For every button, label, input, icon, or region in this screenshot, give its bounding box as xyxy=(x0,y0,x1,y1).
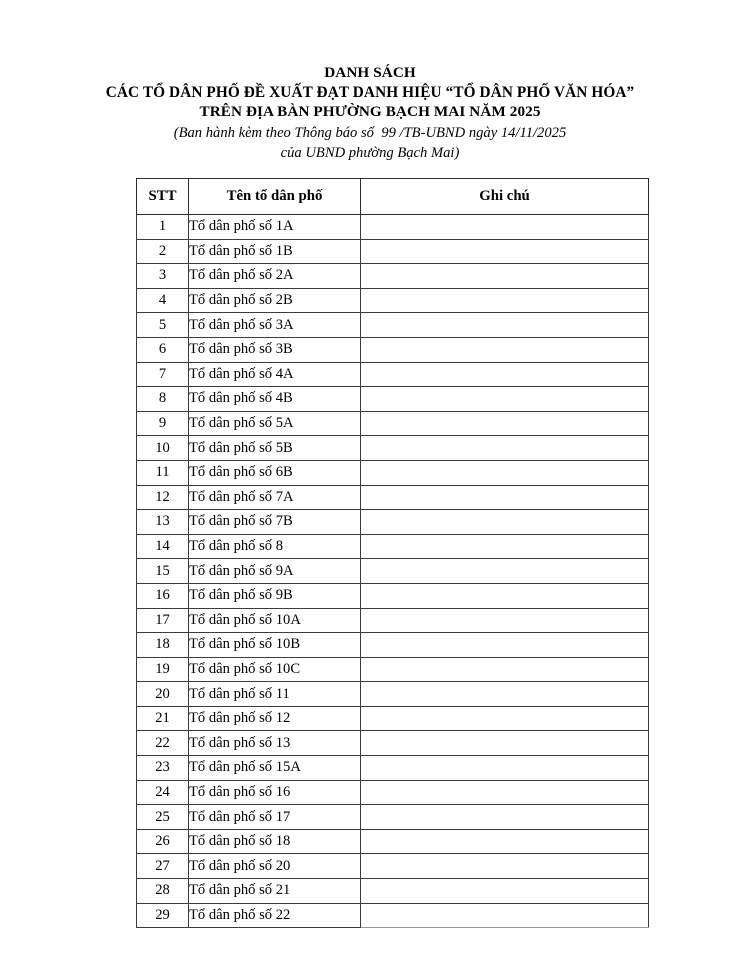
cell-name: Tổ dân phố số 12 xyxy=(189,706,361,731)
document-subtitle xyxy=(0,123,740,163)
table-row xyxy=(137,436,649,461)
table-row xyxy=(137,583,649,608)
cell-name: Tổ dân phố số 2B xyxy=(189,288,361,313)
table-row xyxy=(137,805,649,830)
cell-name: Tổ dân phố số 22 xyxy=(189,903,361,928)
table-row xyxy=(137,756,649,781)
cell-name: Tổ dân phố số 15A xyxy=(189,756,361,781)
table-header-row xyxy=(137,179,649,215)
table-row xyxy=(137,879,649,904)
table-row xyxy=(137,534,649,559)
table-row xyxy=(137,829,649,854)
cell-name: Tổ dân phố số 18 xyxy=(189,829,361,854)
cell-note xyxy=(361,362,649,387)
cell-stt: 10 xyxy=(137,436,189,461)
table-row xyxy=(137,264,649,289)
cell-stt: 2 xyxy=(137,239,189,264)
cell-name: Tổ dân phố số 17 xyxy=(189,805,361,830)
table-row xyxy=(137,362,649,387)
cell-name: Tổ dân phố số 10B xyxy=(189,633,361,658)
cell-note xyxy=(361,239,649,264)
table-row xyxy=(137,411,649,436)
cell-note xyxy=(361,559,649,584)
cell-name: Tổ dân phố số 21 xyxy=(189,879,361,904)
cell-note xyxy=(361,854,649,879)
cell-note xyxy=(361,879,649,904)
cell-stt: 8 xyxy=(137,387,189,412)
cell-name: Tổ dân phố số 16 xyxy=(189,780,361,805)
table-row xyxy=(137,337,649,362)
cell-name: Tổ dân phố số 3A xyxy=(189,313,361,338)
cell-name: Tổ dân phố số 6B xyxy=(189,460,361,485)
cell-name: Tổ dân phố số 2A xyxy=(189,264,361,289)
cell-name: Tổ dân phố số 9A xyxy=(189,559,361,584)
table-row xyxy=(137,239,649,264)
table-row xyxy=(137,608,649,633)
cell-note xyxy=(361,264,649,289)
cell-note xyxy=(361,633,649,658)
table-row xyxy=(137,215,649,240)
document-title-line-2: CÁC TỔ DÂN PHỐ ĐỀ XUẤT ĐẠT DANH HIỆU “TỔ DÂN PHỐ VĂN HÓA” xyxy=(105,83,635,101)
table-row xyxy=(137,706,649,731)
cell-note xyxy=(361,387,649,412)
table-row xyxy=(137,633,649,658)
cell-note xyxy=(361,485,649,510)
table-body xyxy=(137,215,649,928)
document-heading xyxy=(0,63,740,163)
cell-stt: 28 xyxy=(137,879,189,904)
cell-name: Tổ dân phố số 7A xyxy=(189,485,361,510)
table-row xyxy=(137,657,649,682)
cell-stt: 21 xyxy=(137,706,189,731)
cell-note xyxy=(361,288,649,313)
cell-stt: 6 xyxy=(137,337,189,362)
cell-stt: 1 xyxy=(137,215,189,240)
table-row xyxy=(137,313,649,338)
table-row xyxy=(137,731,649,756)
cell-name: Tổ dân phố số 13 xyxy=(189,731,361,756)
cell-note xyxy=(361,460,649,485)
cell-stt: 19 xyxy=(137,657,189,682)
cell-name: Tổ dân phố số 11 xyxy=(189,682,361,707)
cell-note xyxy=(361,534,649,559)
cell-stt: 14 xyxy=(137,534,189,559)
cell-name: Tổ dân phố số 1A xyxy=(189,215,361,240)
cell-stt: 25 xyxy=(137,805,189,830)
cell-note xyxy=(361,682,649,707)
cell-note xyxy=(361,657,649,682)
cell-name: Tổ dân phố số 10A xyxy=(189,608,361,633)
column-header-note: Ghi chú xyxy=(361,179,649,215)
cell-name: Tổ dân phố số 20 xyxy=(189,854,361,879)
cell-stt: 18 xyxy=(137,633,189,658)
cell-name: Tổ dân phố số 4B xyxy=(189,387,361,412)
cell-stt: 17 xyxy=(137,608,189,633)
cell-stt: 4 xyxy=(137,288,189,313)
table-row xyxy=(137,288,649,313)
cell-stt: 26 xyxy=(137,829,189,854)
cell-note xyxy=(361,780,649,805)
cell-stt: 5 xyxy=(137,313,189,338)
cell-stt: 16 xyxy=(137,583,189,608)
cell-name: Tổ dân phố số 1B xyxy=(189,239,361,264)
cell-name: Tổ dân phố số 8 xyxy=(189,534,361,559)
cell-note xyxy=(361,583,649,608)
cell-stt: 23 xyxy=(137,756,189,781)
cell-note xyxy=(361,706,649,731)
column-header-name: Tên tổ dân phố xyxy=(189,179,361,215)
cell-stt: 20 xyxy=(137,682,189,707)
cell-note xyxy=(361,756,649,781)
cell-note xyxy=(361,436,649,461)
cell-stt: 22 xyxy=(137,731,189,756)
cell-stt: 29 xyxy=(137,903,189,928)
cell-note xyxy=(361,829,649,854)
cell-stt: 15 xyxy=(137,559,189,584)
cell-stt: 12 xyxy=(137,485,189,510)
list-table xyxy=(136,178,649,928)
list-table-container xyxy=(136,178,648,928)
table-row xyxy=(137,854,649,879)
document-title-line-3: TRÊN ĐỊA BÀN PHƯỜNG BẠCH MAI NĂM 2025 xyxy=(199,103,541,120)
cell-stt: 11 xyxy=(137,460,189,485)
cell-name: Tổ dân phố số 5B xyxy=(189,436,361,461)
cell-note xyxy=(361,510,649,535)
table-row xyxy=(137,682,649,707)
cell-note xyxy=(361,903,649,928)
cell-note xyxy=(361,608,649,633)
cell-note xyxy=(361,731,649,756)
table-row xyxy=(137,387,649,412)
cell-note xyxy=(361,215,649,240)
cell-stt: 9 xyxy=(137,411,189,436)
cell-name: Tổ dân phố số 7B xyxy=(189,510,361,535)
cell-name: Tổ dân phố số 3B xyxy=(189,337,361,362)
table-header xyxy=(137,179,649,215)
cell-note xyxy=(361,411,649,436)
table-row xyxy=(137,510,649,535)
cell-name: Tổ dân phố số 5A xyxy=(189,411,361,436)
table-row xyxy=(137,903,649,928)
cell-stt: 7 xyxy=(137,362,189,387)
cell-stt: 27 xyxy=(137,854,189,879)
cell-stt: 3 xyxy=(137,264,189,289)
cell-note xyxy=(361,313,649,338)
cell-stt: 13 xyxy=(137,510,189,535)
document-subtitle-line-2: của UBND phường Bạch Mai) xyxy=(280,144,460,161)
cell-name: Tổ dân phố số 4A xyxy=(189,362,361,387)
column-header-stt: STT xyxy=(137,179,189,215)
document-subtitle-line-1: (Ban hành kèm theo Thông báo số 99 /TB-UBND ngày 14/11/2025 xyxy=(173,124,567,141)
cell-note xyxy=(361,805,649,830)
table-row xyxy=(137,559,649,584)
table-row xyxy=(137,460,649,485)
cell-name: Tổ dân phố số 10C xyxy=(189,657,361,682)
table-row xyxy=(137,780,649,805)
cell-stt: 24 xyxy=(137,780,189,805)
cell-note xyxy=(361,337,649,362)
document-title-line-1: DANH SÁCH xyxy=(324,64,416,81)
cell-name: Tổ dân phố số 9B xyxy=(189,583,361,608)
table-row xyxy=(137,485,649,510)
